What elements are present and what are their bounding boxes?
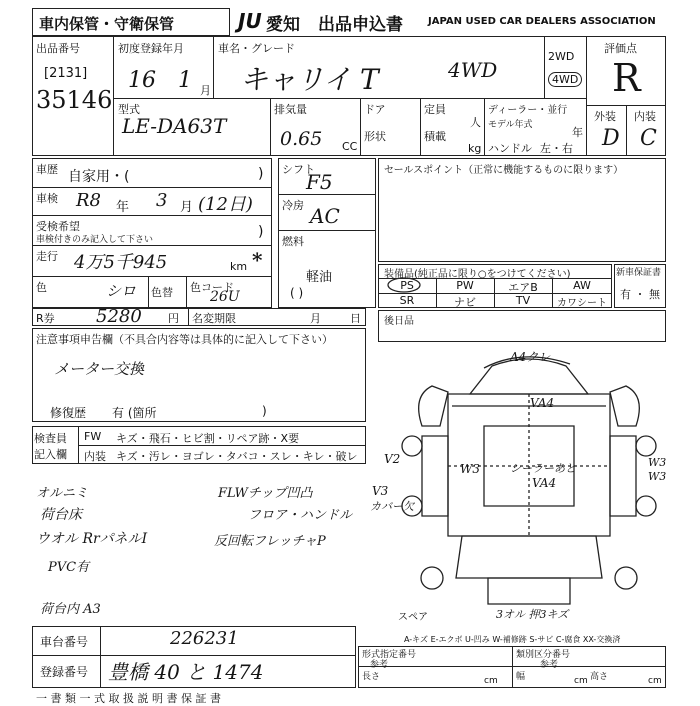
diagram-center-note: シーラーあと: [510, 462, 576, 475]
color-code-value: 26U: [210, 289, 240, 305]
reg-value: 豊橋 40 と 1474: [108, 660, 264, 684]
storage-notice: 車内保管・守衛保管: [39, 15, 175, 33]
width-label: 幅: [516, 672, 526, 682]
handle-label: ハンドル: [488, 142, 532, 155]
diagram-top-note: A4クレ: [510, 350, 551, 364]
inspector-label: 検査員: [34, 432, 67, 445]
name-grade-label: 車名・グレード: [218, 42, 295, 55]
drive-type: 4WD: [448, 58, 498, 82]
remark-8: V3: [372, 484, 389, 498]
model-label: 型式: [118, 103, 140, 116]
entry-label: 記入欄: [34, 448, 67, 461]
color-swap-label: 色替: [151, 286, 173, 299]
association-name: JAPAN USED CAR DEALERS ASSOCIATION: [428, 16, 656, 27]
diagram-code-2: V2: [384, 452, 401, 466]
org-name: 愛知: [266, 15, 300, 35]
height-label: 高さ: [590, 672, 609, 682]
lane-code: [2131]: [44, 66, 88, 81]
car-name: キャリイ T: [240, 63, 379, 96]
rear-label: 後日品: [384, 316, 414, 327]
shift-value: F5: [306, 170, 333, 194]
history-value: 自家用・(: [68, 169, 130, 185]
equip-airbag: エアB: [508, 281, 538, 294]
grade-value: R: [612, 56, 641, 100]
repair-label: 修復歴: [50, 406, 87, 420]
diagram-code-5: W3: [648, 456, 667, 469]
diagram-code-1: VA4: [530, 396, 555, 410]
equip-sr: SR: [399, 294, 415, 307]
inspection-month: 3: [156, 190, 168, 211]
fuel-label: 燃料: [282, 235, 304, 248]
model-year-label: モデル年式: [488, 120, 533, 130]
fw-label: FW: [84, 430, 102, 443]
diagram-code-4: VA4: [532, 476, 557, 490]
remark-6: フロア・ハンドル: [248, 508, 353, 523]
remark-7: 反回転フレッチャP: [214, 534, 326, 549]
interior-items: キズ・汚レ・ヨゴレ・タバコ・スレ・キレ・破レ: [116, 450, 358, 463]
equip-ps: PS: [400, 279, 414, 292]
interior-check-label: 内装: [84, 450, 106, 463]
interior-grade: C: [640, 126, 657, 151]
auction-sheet: 車内保管・守衛保管 JU 愛知 出品申込書 JAPAN USED CAR DEALERS ASSOCIATION 出品番号 [2131] 35146 初度登録年月 16 1 月 車名・グレード キャリイ T 4WD 2WD 4WD 評価点 R 型式 LE-DA63T 排気量 0.65 CC ドア 形状 定員 人 積載 kg ディーラー・並行 モデル年式 年 ハンドル 左・右 外装 内装 D C 車歴 自家用・( ) 車検 R8 年 3 月 (12日) 受検希望 車検付きのみ記入して下さい ) 走行 4万5千945 km * 色 シロ 色替 色コード 26U R券 5280 円 名変期限 月 日 シフト F5 冷房 AC 燃料 軽油 ( ) セールスポイント（正常に機能するものに限ります） 装備品(純正品に限り○をつけてください) PS PW エアB AW SR ナビ TV カワシート 新車保証書 有 ・ 無 注意事項申告欄（不具合内容等は具体的に記入して下さい） メーター交換 修復歴 有 (箇所 ) 後日品 検査員 記入欄 FW キズ・飛石・ヒビ割・リペア跡・X要 内装 キズ・汚レ・ヨゴレ・タバコ・スレ・キレ・破レ オルニミ 荷台床 ウオル RrパネルI PVC有 FLWチップ凹凸 フロア・ハンドル 反回転フレッチャP V3 カバー欠 荷台内 A3 A4クレ VA4 V2 W3 VA4 W3 W3 シーラーあと 3オル 押3キズ スペア A-キズ E-エクボ U-凹み W-補修跡 S-サビ C-腐食 XX-交換済 車台番号 226231 登録番号 豊橋 40 と 1474 形式指定番号 参考 類別区分番号 参考 長さ cm 幅 cm 高さ cm 一 書 類 一 式 取 扱 説 明 書 保 証 書: [34, 9, 667, 705]
rear-box: [378, 310, 666, 342]
form-spec-label: 形式指定番号: [362, 650, 417, 660]
reg-label: 登録番号: [40, 665, 89, 679]
notice-handwritten: メーター交換: [54, 360, 145, 378]
diagram-bottom-note: 3オル 押3キズ: [496, 608, 569, 621]
rekiken-label: R券: [36, 312, 55, 325]
warranty-label: 新車保証書: [616, 268, 662, 278]
lot-label: 出品番号: [36, 42, 80, 55]
color-code-label: 色コード: [190, 281, 234, 294]
diagram-code-3: W3: [460, 462, 480, 476]
cooler-value: AC: [310, 204, 340, 228]
drive-2wd: 2WD: [548, 50, 575, 63]
model-value: LE-DA63T: [122, 114, 227, 138]
form-title: 出品申込書: [318, 15, 403, 35]
inspection-day: (12日): [198, 194, 253, 215]
inspection-label: 車検: [36, 192, 58, 205]
grade-label: 評価点: [604, 42, 637, 55]
car-diagram: [392, 346, 666, 618]
remark-10: 荷台内 A3: [40, 602, 101, 617]
fuel-value: 軽油: [306, 270, 333, 285]
color-label: 色: [36, 281, 47, 294]
remark-3: ウオル RrパネルI: [36, 531, 148, 547]
history-label: 車歴: [36, 163, 58, 176]
length-label: 長さ: [362, 672, 381, 682]
selling-points-label: セールスポイント（正常に機能するものに限ります）: [384, 165, 624, 176]
first-reg-month: 1: [178, 68, 192, 93]
org-logo: JU: [238, 9, 262, 33]
equip-pw: PW: [456, 279, 474, 292]
spare-label: スペア: [398, 612, 428, 623]
displacement-value: 0.65: [280, 128, 323, 150]
inspection-era: R8: [76, 190, 102, 211]
equip-leather-seat: カワシート: [557, 298, 607, 309]
color-value: シロ: [106, 282, 137, 300]
lot-number: 35146: [36, 86, 113, 114]
load-label: 積載: [424, 130, 446, 143]
footer-checklist: 一 書 類 一 式 取 扱 説 明 書 保 証 書: [36, 692, 221, 705]
capacity-label: 定員: [424, 103, 446, 116]
notice-label: 注意事項申告欄（不具合内容等は具体的に記入して下さい）: [36, 333, 333, 346]
exterior-label: 外装: [594, 110, 616, 123]
mileage-value: 4万5千945: [74, 252, 168, 273]
name-change-label: 名変期限: [192, 312, 236, 325]
door-label: ドア: [364, 103, 386, 116]
equip-aw: AW: [573, 279, 591, 292]
shift-label: シフト: [282, 163, 315, 176]
ps-circle-mark: [386, 276, 422, 294]
first-reg-label: 初度登録年月: [118, 42, 184, 55]
equip-navi: ナビ: [454, 296, 476, 309]
displacement-label: 排気量: [274, 103, 307, 116]
remark-1: オルニミ: [36, 486, 89, 501]
interior-label: 内装: [634, 110, 656, 123]
equipment-label: 装備品(純正品に限り○をつけてください): [384, 269, 571, 280]
shape-label: 形状: [364, 130, 386, 143]
remark-5: FLWチップ凹凸: [218, 486, 313, 501]
diagram-code-6: W3: [648, 470, 667, 483]
mileage-mark: *: [252, 248, 263, 272]
dealer-label: ディーラー・並行: [488, 105, 568, 116]
fw-items: キズ・飛石・ヒビ割・リペア跡・X要: [116, 432, 300, 445]
chassis-value: 226231: [170, 628, 239, 649]
first-reg-year: 16: [128, 68, 156, 93]
cooler-label: 冷房: [282, 199, 304, 212]
drive-4wd-circled: 4WD: [548, 72, 582, 87]
remark-4: PVC有: [48, 560, 90, 575]
exterior-grade: D: [602, 126, 620, 151]
damage-legend: A-キズ E-エクボ U-凹み W-補修跡 S-サビ C-腐食 XX-交換済: [404, 635, 621, 644]
mileage-label: 走行: [36, 250, 58, 263]
equip-tv: TV: [515, 294, 531, 307]
acceptance-label: 受検希望: [36, 220, 80, 233]
remark-9: カバー欠: [370, 500, 414, 513]
chassis-label: 車台番号: [40, 635, 89, 649]
rekiken-value: 5280: [96, 306, 142, 327]
remark-2: 荷台床: [40, 507, 82, 523]
category-label: 類別区分番号: [516, 650, 571, 660]
storage-notice-box: [32, 8, 230, 36]
